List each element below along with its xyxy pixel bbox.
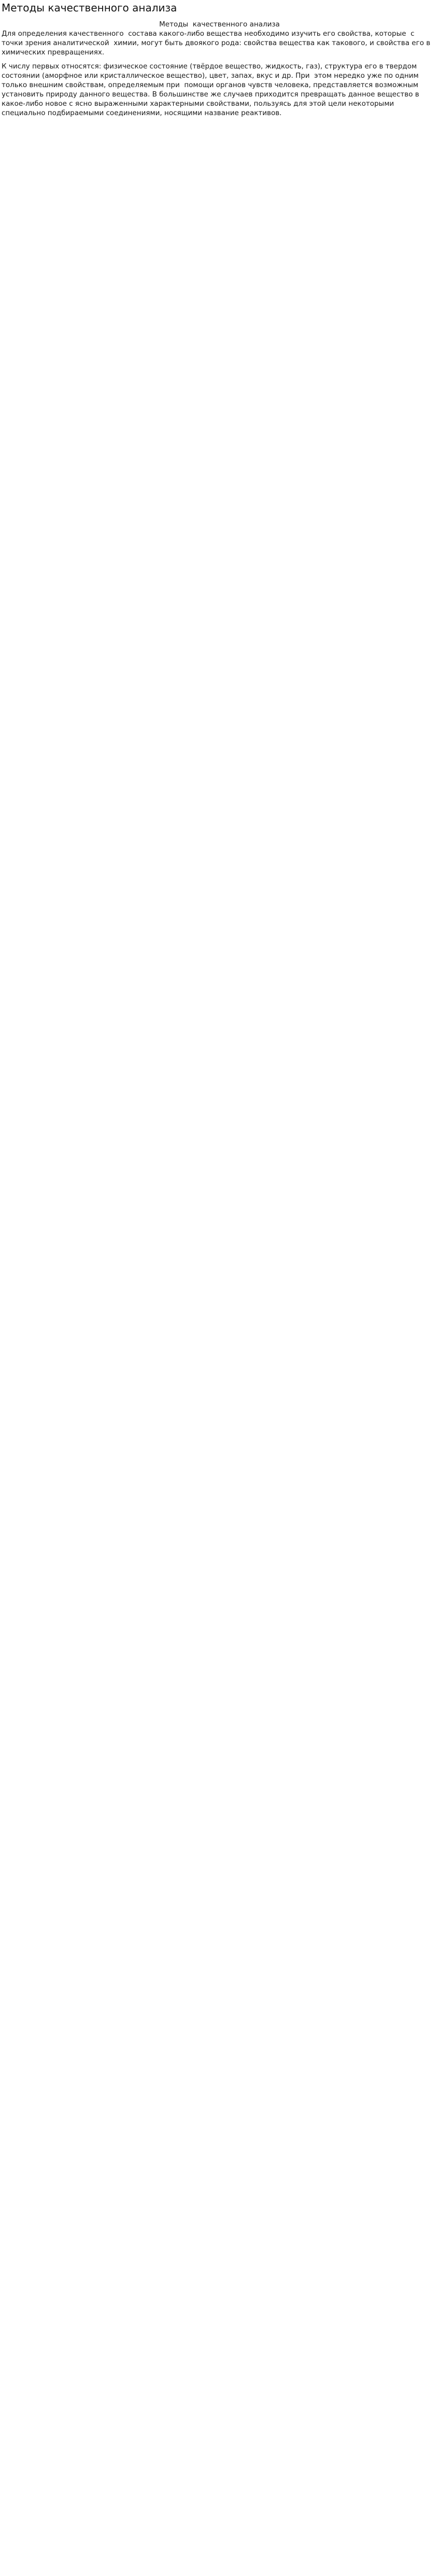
document-subtitle: Методы качественного анализа xyxy=(159,20,280,29)
document-body xyxy=(2,29,437,118)
paragraph: Для определения качественного состава какого-либо вещества необходимо изучить его свойства, которые с точки зрения аналитической химии, могут быть двоякого рода: свойства вещества как такового, и свойства его в химических превращениях. xyxy=(2,30,433,57)
paragraph: К числу первых относятся: физическое состояние (твёрдое вещество, жидкость, газ), структура его в твердом состоянии (аморфное или кристаллическое вещество), цвет, запах, вкус и др. При этом нередко уже по одним только внешним свойствам, определяемым при помощи органов чувств человека, представляется возможным установить природу данного вещества. В большинстве же случаев приходится превращать данное вещество в какое-либо новое с ясно выраженными характерными свойствами, пользуясь для этой цели некоторыми специально подбираемыми соединениями, носящими название реактивов. xyxy=(2,62,422,117)
page-title: Методы качественного анализа xyxy=(2,2,177,14)
